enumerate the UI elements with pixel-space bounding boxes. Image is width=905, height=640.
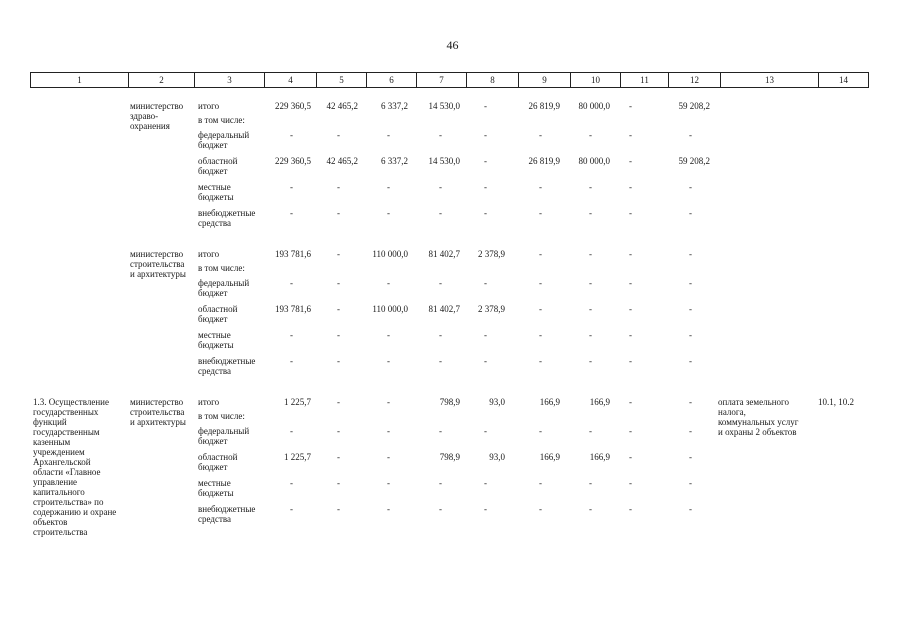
column-header: 14 — [819, 73, 869, 88]
funding-value-cell: 229 360,5 — [275, 101, 311, 111]
funding-value-cell: - — [290, 208, 293, 218]
funding-value-cell: - — [484, 356, 487, 366]
executor-name: министерство строительства и архитектуры — [130, 249, 186, 279]
column-header: 1 — [31, 73, 129, 88]
funding-value-cell: 81 402,7 — [428, 304, 460, 314]
funding-value-cell: 26 819,9 — [528, 101, 560, 111]
funding-source-label: областной бюджет — [198, 304, 238, 324]
funding-value-cell: - — [589, 478, 592, 488]
funding-value-cell: - — [387, 208, 390, 218]
funding-value-cell: - — [484, 182, 487, 192]
funding-value-cell: - — [689, 130, 692, 140]
funding-value-cell: - — [629, 452, 632, 462]
funding-source-label: итого — [198, 249, 220, 259]
funding-value-cell: - — [290, 278, 293, 288]
funding-value-cell: - — [589, 330, 592, 340]
funding-value-cell: - — [387, 330, 390, 340]
funding-value-cell: 193 781,6 — [275, 249, 311, 259]
funding-value-cell: 110 000,0 — [372, 304, 408, 314]
funding-value-cell: - — [589, 504, 592, 514]
funding-value-cell: - — [439, 478, 442, 488]
funding-value-cell: - — [689, 278, 692, 288]
funding-value-cell: 166,9 — [539, 397, 560, 407]
funding-value-cell: - — [337, 278, 340, 288]
funding-value-cell: 1 225,7 — [284, 452, 311, 462]
funding-value-cell: - — [629, 330, 632, 340]
funding-value-cell: - — [337, 504, 340, 514]
funding-value-cell: 166,9 — [589, 452, 610, 462]
column-header: 10 — [571, 73, 621, 88]
funding-value-cell: - — [484, 478, 487, 488]
funding-value-cell: - — [629, 101, 632, 111]
funding-value-cell: - — [539, 208, 542, 218]
funding-value-cell: - — [484, 101, 487, 111]
funding-source-label: местные бюджеты — [198, 182, 234, 202]
funding-value-cell: 166,9 — [589, 397, 610, 407]
funding-value-cell: - — [387, 478, 390, 488]
funding-value-cell: - — [337, 478, 340, 488]
funding-value-cell: - — [439, 208, 442, 218]
executor-name: министерство здраво- охранения — [130, 101, 184, 131]
column-header: 2 — [129, 73, 195, 88]
funding-value-cell: - — [689, 397, 692, 407]
funding-value-cell: - — [337, 397, 340, 407]
funding-value-cell: - — [387, 452, 390, 462]
funding-value-cell: 81 402,7 — [428, 249, 460, 259]
funding-source-label: областной бюджет — [198, 452, 238, 472]
funding-value-cell: - — [484, 130, 487, 140]
column-header: 4 — [265, 73, 317, 88]
funding-value-cell: - — [484, 278, 487, 288]
funding-value-cell: - — [290, 504, 293, 514]
funding-value-cell: - — [439, 426, 442, 436]
column-header-table — [30, 72, 869, 88]
funding-value-cell: - — [290, 182, 293, 192]
funding-value-cell: - — [589, 356, 592, 366]
funding-value-cell: - — [589, 304, 592, 314]
funding-source-label: внебюджетные средства — [198, 208, 256, 228]
funding-value-cell: - — [337, 426, 340, 436]
funding-value-cell: - — [689, 304, 692, 314]
funding-value-cell: - — [689, 208, 692, 218]
page-number: 46 — [446, 38, 459, 52]
funding-value-cell: - — [689, 356, 692, 366]
funding-value-cell: - — [539, 356, 542, 366]
funding-value-cell: - — [539, 278, 542, 288]
funding-value-cell: 798,9 — [439, 397, 460, 407]
funding-value-cell: 59 208,2 — [678, 156, 710, 166]
funding-value-cell: - — [629, 130, 632, 140]
funding-source-label: итого — [198, 101, 220, 111]
funding-value-cell: - — [589, 426, 592, 436]
funding-value-cell: - — [689, 504, 692, 514]
funding-value-cell: - — [629, 504, 632, 514]
funding-value-cell: - — [689, 330, 692, 340]
column-header: 7 — [417, 73, 467, 88]
funding-value-cell: 193 781,6 — [275, 304, 311, 314]
funding-value-cell: 42 465,2 — [326, 156, 358, 166]
funding-value-cell: 6 337,2 — [381, 101, 408, 111]
funding-source-label: федеральный бюджет — [198, 130, 250, 150]
funding-value-cell: - — [689, 478, 692, 488]
funding-value-cell: 59 208,2 — [678, 101, 710, 111]
funding-value-cell: 229 360,5 — [275, 156, 311, 166]
funding-value-cell: - — [439, 330, 442, 340]
funding-value-cell: - — [337, 330, 340, 340]
funding-value-cell: 798,9 — [439, 452, 460, 462]
funding-value-cell: - — [337, 452, 340, 462]
funding-value-cell: - — [689, 182, 692, 192]
funding-value-cell: 166,9 — [539, 452, 560, 462]
expected-result-note: оплата земельного налога, коммунальных услуг и охраны 2 объектов — [718, 397, 799, 437]
column-header: 6 — [367, 73, 417, 88]
funding-source-label: итого — [198, 397, 220, 407]
column-header: 3 — [195, 73, 265, 88]
funding-source-label: местные бюджеты — [198, 478, 234, 498]
funding-value-cell: - — [290, 330, 293, 340]
funding-value-cell: - — [439, 182, 442, 192]
funding-value-cell: - — [387, 397, 390, 407]
funding-value-cell: - — [589, 130, 592, 140]
indicator-reference: 10.1, 10.2 — [818, 397, 854, 407]
column-header: 13 — [721, 73, 819, 88]
funding-value-cell: 2 378,9 — [478, 249, 505, 259]
funding-value-cell: - — [629, 426, 632, 436]
funding-value-cell: - — [387, 356, 390, 366]
funding-value-cell: - — [387, 278, 390, 288]
funding-value-cell: - — [290, 478, 293, 488]
funding-value-cell: - — [589, 278, 592, 288]
funding-value-cell: - — [484, 330, 487, 340]
funding-value-cell: 80 000,0 — [578, 101, 610, 111]
funding-value-cell: - — [387, 504, 390, 514]
funding-value-cell: 2 378,9 — [478, 304, 505, 314]
funding-value-cell: - — [539, 249, 542, 259]
funding-value-cell: - — [689, 249, 692, 259]
funding-value-cell: - — [629, 397, 632, 407]
funding-value-cell: 1 225,7 — [284, 397, 311, 407]
funding-value-cell: - — [439, 504, 442, 514]
funding-value-cell: - — [337, 208, 340, 218]
funding-value-cell: - — [337, 356, 340, 366]
column-header: 8 — [467, 73, 519, 88]
funding-value-cell: - — [484, 504, 487, 514]
funding-value-cell: - — [629, 156, 632, 166]
funding-source-label: внебюджетные средства — [198, 356, 256, 376]
funding-value-cell: - — [689, 426, 692, 436]
funding-value-cell: - — [337, 182, 340, 192]
funding-value-cell: - — [539, 330, 542, 340]
funding-value-cell: - — [589, 249, 592, 259]
funding-value-cell: - — [387, 182, 390, 192]
funding-value-cell: - — [629, 182, 632, 192]
funding-value-cell: - — [629, 278, 632, 288]
funding-value-cell: - — [290, 426, 293, 436]
funding-value-cell: - — [589, 182, 592, 192]
column-header: 11 — [621, 73, 669, 88]
funding-value-cell: 26 819,9 — [528, 156, 560, 166]
executor-name: министерство строительства и архитектуры — [130, 397, 186, 427]
funding-source-label: местные бюджеты — [198, 330, 234, 350]
funding-value-cell: - — [290, 356, 293, 366]
funding-value-cell: - — [589, 208, 592, 218]
funding-value-cell: - — [337, 130, 340, 140]
funding-value-cell: 14 530,0 — [428, 156, 460, 166]
funding-value-cell: - — [439, 356, 442, 366]
funding-value-cell: 42 465,2 — [326, 101, 358, 111]
funding-value-cell: 110 000,0 — [372, 249, 408, 259]
funding-value-cell: - — [539, 130, 542, 140]
funding-value-cell: - — [337, 304, 340, 314]
funding-value-cell: - — [387, 130, 390, 140]
funding-value-cell: - — [629, 249, 632, 259]
funding-value-cell: - — [539, 182, 542, 192]
funding-source-label: в том числе: — [198, 263, 245, 273]
funding-source-label: в том числе: — [198, 115, 245, 125]
funding-source-label: в том числе: — [198, 411, 245, 421]
funding-value-cell: 93,0 — [489, 397, 505, 407]
column-header: 5 — [317, 73, 367, 88]
column-header: 9 — [519, 73, 571, 88]
funding-value-cell: 14 530,0 — [428, 101, 460, 111]
funding-value-cell: - — [539, 304, 542, 314]
funding-value-cell: - — [484, 426, 487, 436]
funding-source-label: внебюджетные средства — [198, 504, 256, 524]
funding-value-cell: - — [539, 504, 542, 514]
column-header: 12 — [669, 73, 721, 88]
funding-value-cell: - — [484, 208, 487, 218]
funding-value-cell: - — [439, 130, 442, 140]
funding-value-cell: - — [629, 304, 632, 314]
funding-value-cell: - — [629, 478, 632, 488]
funding-value-cell: - — [337, 249, 340, 259]
funding-source-label: федеральный бюджет — [198, 426, 250, 446]
funding-value-cell: 93,0 — [489, 452, 505, 462]
funding-source-label: федеральный бюджет — [198, 278, 250, 298]
funding-value-cell: - — [484, 156, 487, 166]
funding-value-cell: - — [629, 208, 632, 218]
funding-value-cell: - — [539, 426, 542, 436]
funding-value-cell: - — [439, 278, 442, 288]
task-description: 1.3. Осуществление государственных функций государственным казенным учреждением Архангельской области «Главное управление капитального строительства» по содержанию и охране объектов строительства — [33, 397, 117, 537]
funding-value-cell: 6 337,2 — [381, 156, 408, 166]
funding-value-cell: - — [387, 426, 390, 436]
funding-value-cell: - — [290, 130, 293, 140]
funding-value-cell: - — [689, 452, 692, 462]
funding-value-cell: 80 000,0 — [578, 156, 610, 166]
funding-value-cell: - — [539, 478, 542, 488]
funding-value-cell: - — [629, 356, 632, 366]
funding-source-label: областной бюджет — [198, 156, 238, 176]
